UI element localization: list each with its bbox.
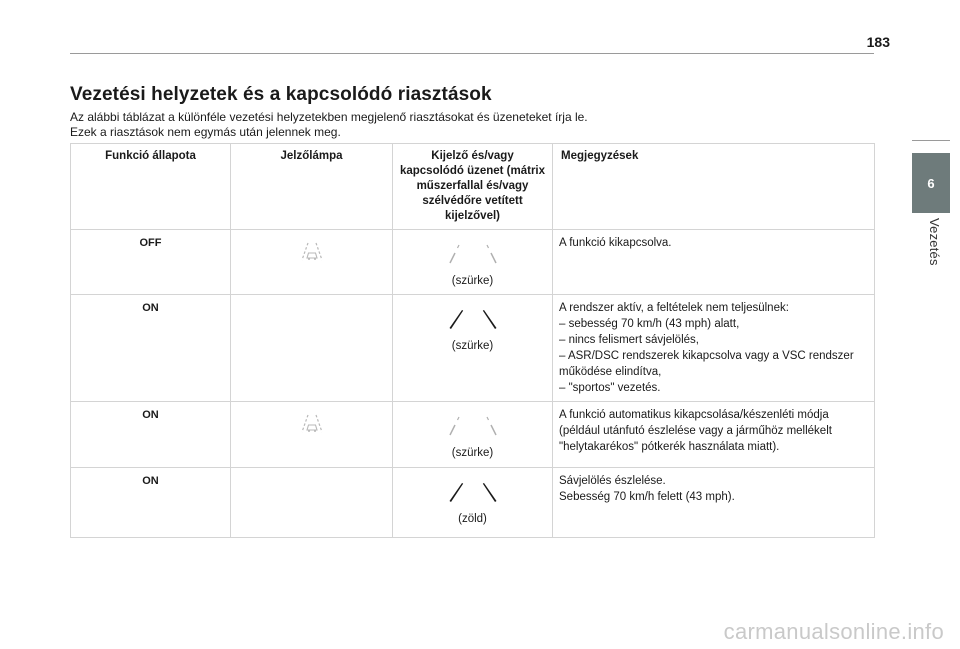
- lane-markings-dashed-icon: [445, 415, 501, 437]
- chapter-label: Vezetés: [927, 218, 942, 266]
- display-caption: (szürke): [451, 275, 494, 287]
- note-line: Sávjelölés észlelése.: [559, 475, 666, 487]
- top-rule: [70, 53, 874, 54]
- note-line: A funkció kikapcsolva.: [559, 237, 672, 249]
- header-state: Funkció állapota: [71, 144, 231, 230]
- cell-notes: [553, 295, 875, 402]
- table-row: [71, 402, 875, 468]
- intro-line-1: Az alábbi táblázat a különféle vezetési helyzetekben megjelenő riasztásokat és üzeneteket írja le.: [70, 110, 588, 124]
- cell-state: OFF: [71, 230, 231, 295]
- header-notes: Megjegyzések: [553, 144, 875, 230]
- note-line: – "sportos" vezetés.: [559, 382, 661, 394]
- table-row: [71, 295, 875, 402]
- note-line: A rendszer aktív, a feltételek nem teljesülnek:: [559, 302, 789, 314]
- note-line: – sebesség 70 km/h (43 mph) alatt,: [559, 318, 740, 330]
- chapter-number: 6: [927, 175, 935, 191]
- intro-text: [70, 110, 588, 140]
- cell-display: [393, 402, 553, 468]
- lane-markings-solid-icon: [445, 481, 501, 503]
- chapter-tab[interactable]: [912, 153, 950, 213]
- cell-state: ON: [71, 295, 231, 402]
- display-caption: (szürke): [451, 340, 494, 352]
- header-lamp: Jelzőlámpa: [231, 144, 393, 230]
- note-line: – nincs felismert sávjelölés,: [559, 334, 699, 346]
- cell-lamp: [231, 402, 393, 468]
- table-row: [71, 230, 875, 295]
- cell-display: [393, 295, 553, 402]
- display-caption: (zöld): [458, 513, 487, 525]
- cell-display: [393, 230, 553, 295]
- lane-warning-outline-icon: [299, 413, 325, 435]
- cell-lamp: [231, 468, 393, 538]
- cell-display: [393, 468, 553, 538]
- lane-markings-solid-icon: [445, 308, 501, 330]
- lane-markings-dashed-icon: [445, 243, 501, 265]
- cell-state: ON: [71, 402, 231, 468]
- watermark: carmanualsonline.info: [723, 619, 944, 644]
- note-line: – ASR/DSC rendszerek kikapcsolva vagy a VSC rendszer működése elindítva,: [559, 350, 854, 378]
- display-caption: (szürke): [451, 447, 494, 459]
- table-row: [71, 468, 875, 538]
- cell-notes: [553, 230, 875, 295]
- note-line: A funkció automatikus kikapcsolása/készenléti módja (például utánfutó észlelése vagy a járműhöz mellékelt "helytakarékos" pótkerék használata miatt).: [559, 409, 832, 453]
- cell-lamp: [231, 295, 393, 402]
- note-line: Sebesség 70 km/h felett (43 mph).: [559, 491, 735, 503]
- cell-notes: [553, 402, 875, 468]
- lane-warning-outline-icon: [299, 241, 325, 263]
- cell-state: ON: [71, 468, 231, 538]
- side-rule: [912, 140, 950, 141]
- page-number: 183: [866, 34, 890, 50]
- header-display: Kijelző és/vagy kapcsolódó üzenet (mátrix műszerfallal és/vagy szélvédőre vetített kijelzővel): [393, 144, 553, 230]
- table-header-row: [71, 144, 875, 230]
- cell-notes: [553, 468, 875, 538]
- cell-lamp: [231, 230, 393, 295]
- alerts-table: [70, 143, 875, 538]
- page-title: Vezetési helyzetek és a kapcsolódó riasztások: [70, 84, 492, 105]
- intro-line-2: Ezek a riasztások nem egymás után jelennek meg.: [70, 125, 341, 139]
